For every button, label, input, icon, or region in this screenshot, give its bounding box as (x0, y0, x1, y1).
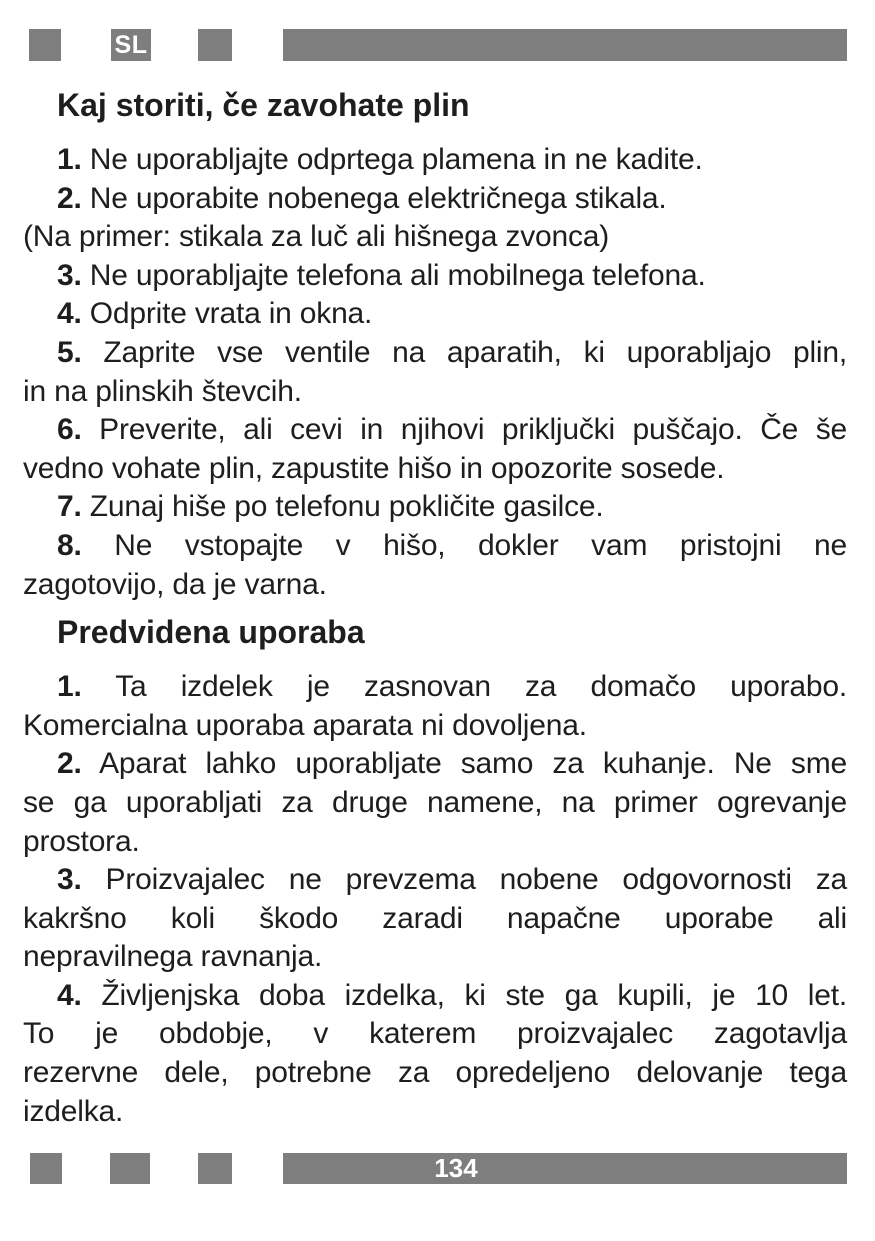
text-line: Komercialna uporaba aparata ni dovoljena. (23, 708, 587, 742)
text-line: (Na primer: stikala za luč ali hišnega zvonca) (23, 220, 610, 254)
item-number: 3. (57, 258, 82, 292)
page-content (23, 85, 847, 1131)
text-line: izdelka. (23, 1094, 124, 1128)
text-line: 2. Aparat lahko uporabljate samo za kuhanje. Ne sme (57, 747, 847, 781)
text-line: nepravilnega ravnanja. (23, 940, 323, 974)
item-number: 5. (57, 335, 82, 369)
text-line: 3. Proizvajalec ne prevzema nobene odgovornosti za (57, 863, 847, 897)
page-footer (0, 1153, 875, 1184)
language-badge: SL (111, 29, 151, 61)
note-paragraph (23, 218, 847, 257)
footer-square-1 (30, 1153, 62, 1184)
text-line: kakršno koli škodo zaradi napačne uporabe ali (23, 901, 847, 935)
item-number: 6. (57, 413, 82, 447)
text-line: 4. Življenjska doba izdelka, ki ste ga kupili, je 10 let. (57, 978, 847, 1012)
list-item (23, 861, 847, 977)
text-line: To je obdobje, v katerem proizvajalec zagotavlja (23, 1017, 847, 1051)
list-item (23, 745, 847, 861)
text-line: 6. Preverite, ali cevi in njihovi priključki puščajo. Če še (57, 413, 847, 447)
footer-square-3 (198, 1153, 232, 1184)
text-line: vedno vohate plin, zapustite hišo in opozorite sosede. (23, 451, 725, 485)
header-square-2 (198, 29, 232, 61)
text-line: se ga uporabljati za druge namene, na primer ogrevanje (23, 785, 847, 819)
item-number: 1. (57, 143, 82, 176)
list-item (23, 488, 847, 527)
header-bar (283, 29, 847, 61)
footer-square-2 (110, 1153, 150, 1184)
list-item (23, 141, 847, 180)
text-line: 4. Odprite vrata in okna. (57, 297, 373, 331)
section-heading: Predvidena uporaba (57, 614, 365, 651)
item-number: 3. (57, 863, 82, 897)
item-number: 2. (57, 747, 82, 781)
list-item (23, 180, 847, 219)
list-item (23, 411, 847, 488)
text-line: zagotovijo, da je varna. (23, 567, 327, 601)
text-line: prostora. (23, 824, 140, 858)
section-heading: Kaj storiti, če zavohate plin (57, 87, 470, 123)
list-item (23, 257, 847, 296)
text-line: 5. Zaprite vse ventile na aparatih, ki uporabljajo plin, (57, 335, 847, 369)
list-item (23, 334, 847, 411)
text-line: 2. Ne uporabite nobenega električnega stikala. (57, 181, 667, 215)
header-square-1 (29, 29, 61, 61)
list-item (23, 295, 847, 334)
list-item (23, 527, 847, 604)
item-number: 2. (57, 181, 82, 215)
list-item (23, 668, 847, 745)
item-number: 4. (57, 978, 82, 1012)
text-line: 1. Ne uporabljajte odprtega plamena in ne kadite. (57, 143, 703, 176)
page-number: 134 (434, 1153, 478, 1183)
text-line: 7. Zunaj hiše po telefonu pokličite gasilce. (57, 490, 604, 524)
page-header (0, 29, 875, 61)
text-line: 1. Ta izdelek je zasnovan za domačo uporabo. (57, 670, 847, 704)
list-item (23, 977, 847, 1131)
item-number: 7. (57, 490, 82, 524)
item-number: 8. (57, 528, 82, 562)
text-line: rezervne dele, potrebne za opredeljeno delovanje tega (23, 1056, 847, 1090)
item-number: 1. (57, 670, 82, 704)
text-line: 3. Ne uporabljajte telefona ali mobilnega telefona. (57, 258, 706, 292)
footer-bar (283, 1153, 847, 1184)
text-line: in na plinskih števcih. (23, 374, 302, 408)
item-number: 4. (57, 297, 82, 331)
text-line: 8. Ne vstopajte v hišo, dokler vam pristojni ne (57, 528, 847, 562)
